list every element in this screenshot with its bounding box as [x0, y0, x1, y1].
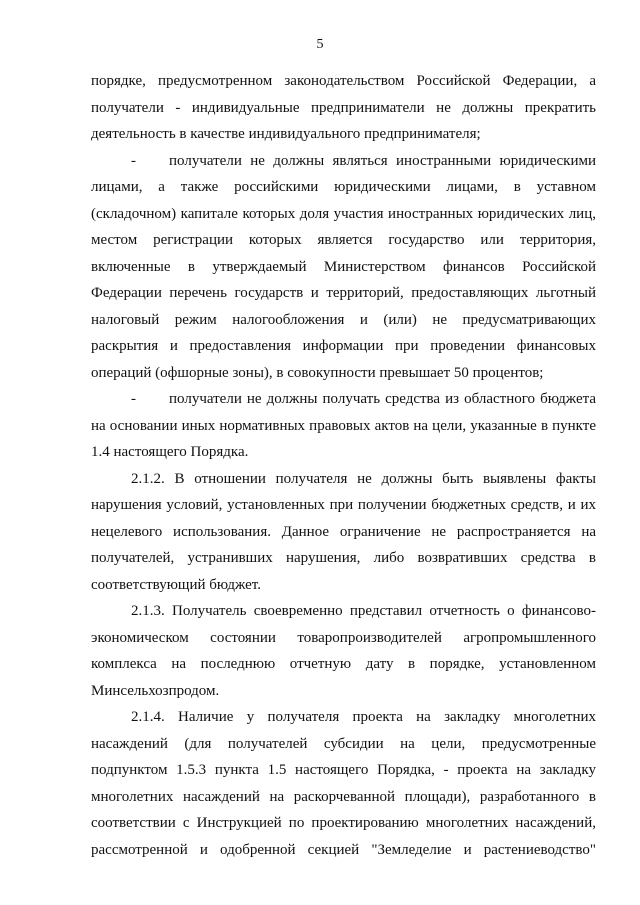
list-item-text: получатели не должны получать средства из областного бюджета на основании иных нормативных правовых актов на цели, указанные в пункте 1.4 настоящего Порядка. [91, 391, 596, 460]
page-number: 5 [316, 37, 324, 52]
document-body [91, 68, 596, 863]
paragraph-continuation: порядке, предусмотренном законодательством Российской Федерации, а получатели - индивидуальные предприниматели не должны прекратить деятельность в качестве индивидуального предпринимателя; [91, 73, 596, 142]
list-item-text: получатели не должны являться иностранными юридическими лицами, а также российскими юридическими лицами, в уставном (складочном) капитале которых доля участия иностранных юридических лиц, местом регистрации которых является государство или территория, включенные в утверждаемый Министерством финансов Российской Федерации перечень государств и территорий, предоставляющих льготный налоговый режим налогообложения и (или) не предусматривающих раскрытия и предоставления информации при проведении финансовых операций (офшорные зоны), в совокупности превышает 50 процентов; [91, 152, 596, 381]
list-dash-marker: - [131, 152, 136, 169]
paragraph-2-1-4: 2.1.4. Наличие у получателя проекта на закладку многолетних насаждений (для получателей субсидии на цели, предусмотренные подпунктом 1.5.3 пункта 1.5 настоящего Порядка, - проекта на закладку многолетних насаждений на раскорчеванной площади), разработанного в соответствии с Инструкцией по проектированию многолетних насаждений, рассмотренной и одобренной секцией "Земледелие и растениеводство" [91, 709, 596, 858]
list-item-regional-budget [91, 386, 596, 466]
list-item-foreign-entities [91, 148, 596, 387]
list-dash-marker: - [131, 391, 136, 407]
paragraph-2-1-2: 2.1.2. В отношении получателя не должны быть выявлены факты нарушения условий, установленных при получении бюджетных средств, и их нецелевого использования. Данное ограничение не распространяется на получателей, устранивших нарушения, либо возвративших средства в соответствующий бюджет. [91, 470, 596, 593]
paragraph-2-1-3: 2.1.3. Получатель своевременно представил отчетность о финансово-экономическом состоянии товаропроизводителей агропромышленного комплекса на последнюю отчетную дату в порядке, установленном Минсельхозпродом. [91, 603, 596, 699]
